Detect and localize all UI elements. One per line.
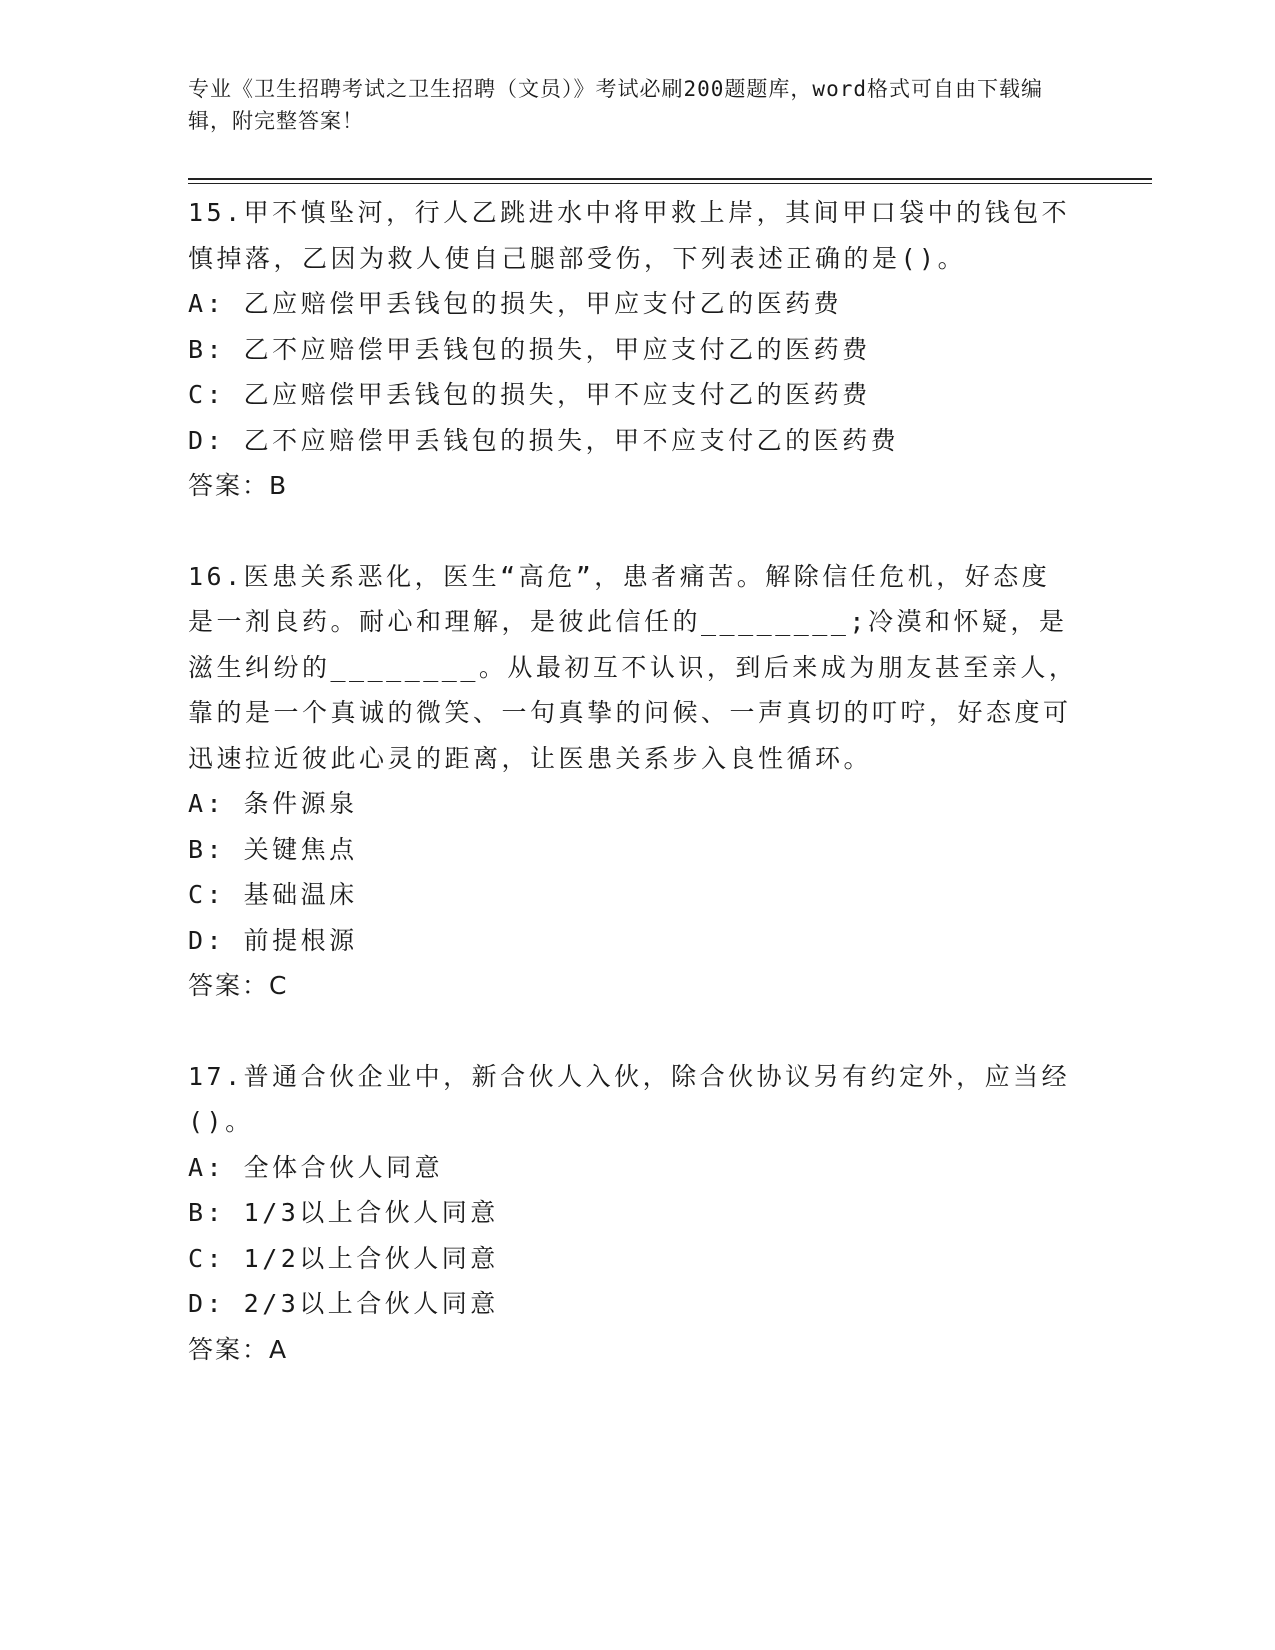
option-c: C: 乙应赔偿甲丢钱包的损失，甲不应支付乙的医药费 <box>188 380 871 409</box>
answer-line: 答案：C <box>188 971 289 1000</box>
answer-line: 答案：B <box>188 471 289 500</box>
option-a: A: 乙应赔偿甲丢钱包的损失，甲应支付乙的医药费 <box>188 289 843 318</box>
question-stem: 17.普通合伙企业中，新合伙人入伙，除合伙协议另有约定外，应当经()。 <box>188 1061 1071 1136</box>
option-c: C: 1/2以上合伙人同意 <box>188 1243 499 1273</box>
question-block <box>188 1054 1078 1373</box>
header-rule-thick <box>188 178 1152 180</box>
option-d: D: 前提根源 <box>188 925 358 955</box>
header-rule-thin <box>188 183 1152 184</box>
question-spacer <box>188 509 1078 554</box>
question-block <box>188 554 1078 1009</box>
option-c: C: 基础温床 <box>188 880 358 909</box>
option-d: D: 乙不应赔偿甲丢钱包的损失，甲不应支付乙的医药费 <box>188 425 900 455</box>
document-header: 专业《卫生招聘考试之卫生招聘（文员）》考试必刷200题题库，word格式可自由下载编辑，附完整答案！ <box>188 77 1043 133</box>
option-a: A: 全体合伙人同意 <box>188 1152 444 1182</box>
option-b: B: 关键焦点 <box>188 834 358 864</box>
option-b: B: 乙不应赔偿甲丢钱包的损失，甲应支付乙的医药费 <box>188 334 871 364</box>
option-b: B: 1/3以上合伙人同意 <box>188 1198 499 1227</box>
question-list <box>188 190 1078 1372</box>
answer-line: 答案：A <box>188 1334 289 1364</box>
option-d: D: 2/3以上合伙人同意 <box>188 1289 499 1318</box>
question-spacer <box>188 1009 1078 1054</box>
question-block <box>188 190 1078 509</box>
option-a: A: 条件源泉 <box>188 789 358 818</box>
question-stem: 15.甲不慎坠河，行人乙跳进水中将甲救上岸，其间甲口袋中的钱包不慎掉落，乙因为救人使自己腿部受伤，下列表述正确的是()。 <box>188 198 1071 273</box>
question-stem: 16.医患关系恶化，医生“高危”，患者痛苦。解除信任危机，好态度是一剂良药。耐心和理解，是彼此信任的________;冷漠和怀疑，是滋生纠纷的________。从最初互不认识，到后来成为朋友甚至亲人，靠的是一个真诚的微笑、一句真挚的问候、一声真切的叮咛，好态度可迅速拉近彼此心灵的距离，让医患关系步入良性循环。 <box>188 561 1078 773</box>
